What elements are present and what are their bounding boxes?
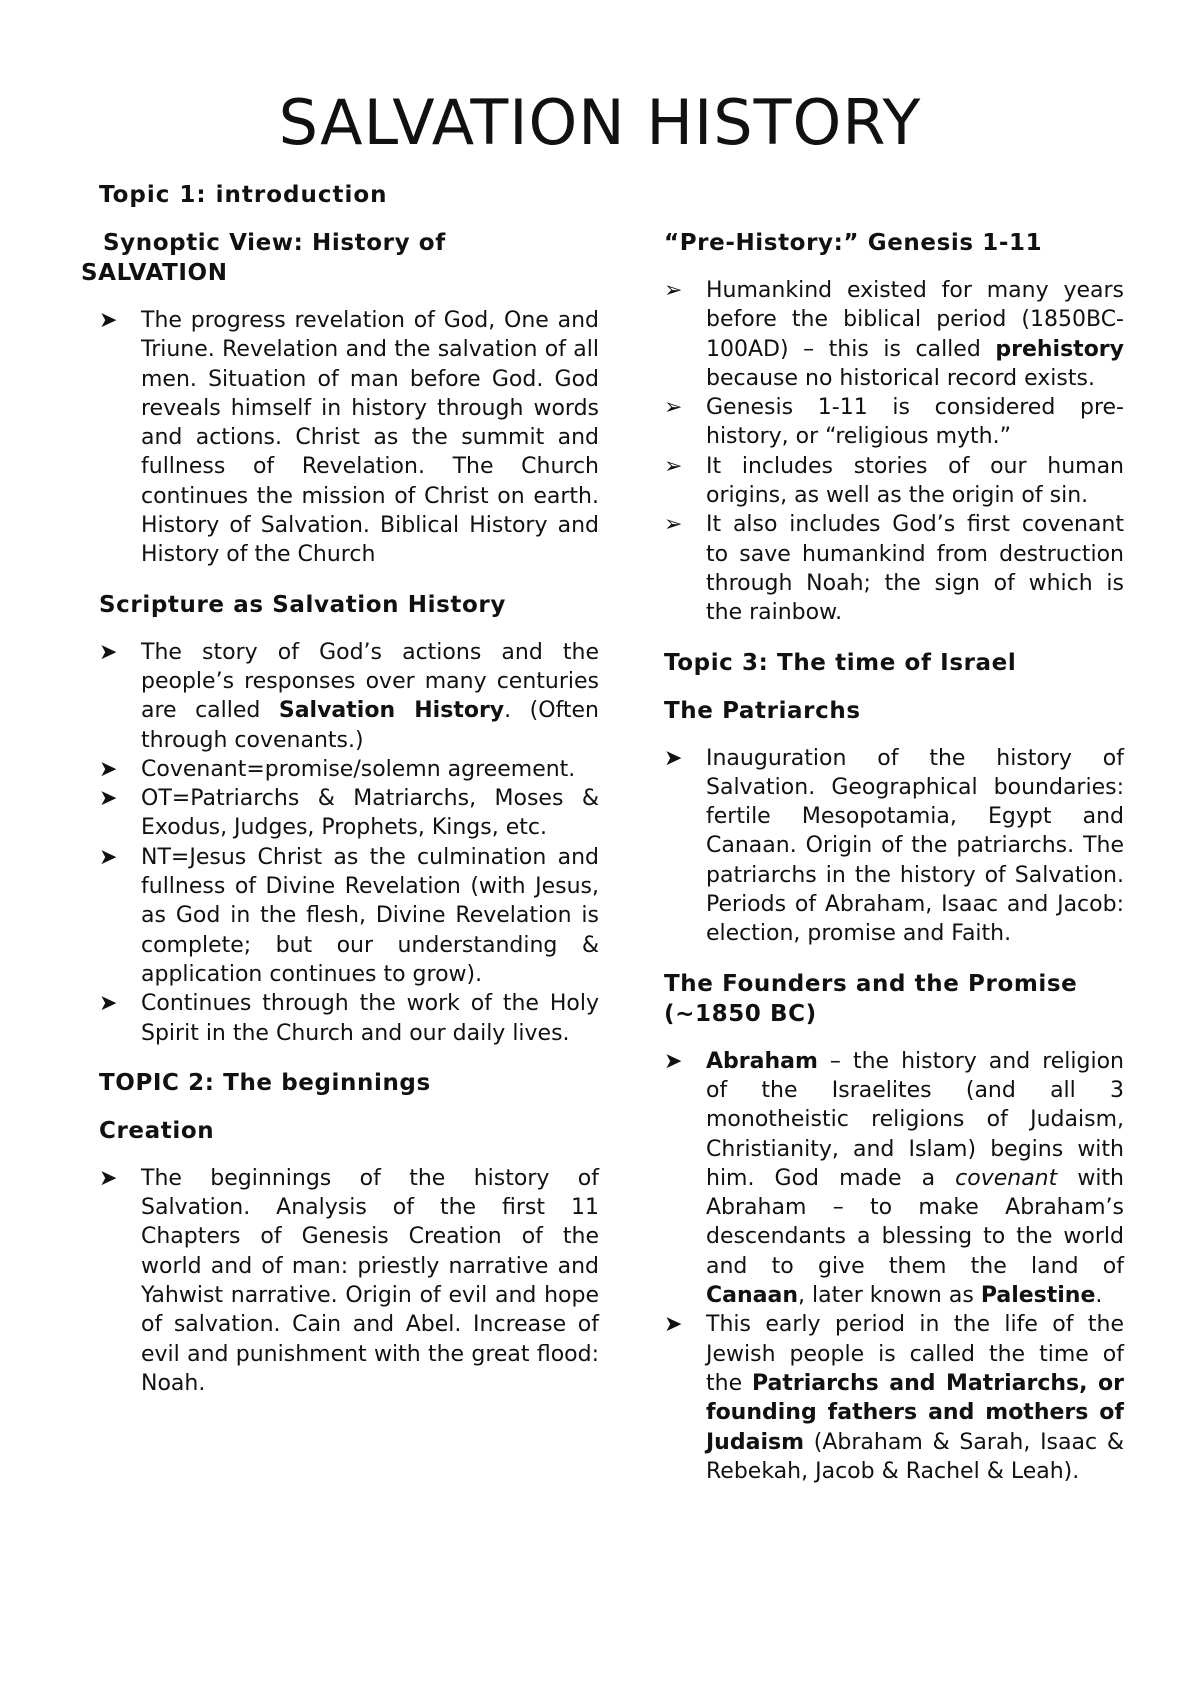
bullet-text: because no historical record exists. [706,365,1095,391]
bullet-text: , later known as [798,1283,981,1309]
outline-arrow-bullet-icon: ➢ [664,395,683,421]
founders-heading: The Founders and the Promise (~1850 BC) [664,970,1078,1027]
topic-2-heading: TOPIC 2: The beginnings [99,1069,431,1096]
list-item [99,755,599,784]
bold-term: Palestine [980,1283,1096,1309]
list-item [99,306,599,570]
bullet-text: Continues through the work of the Holy Spirit in the Church and our daily lives. [141,991,599,1046]
bullet-text: It also includes God’s first covenant to save humankind from destruction through Noah; the sign of which is the rainbow. [706,512,1124,626]
bold-term: Salvation History [278,698,505,724]
outline-arrow-bullet-icon: ➢ [664,453,683,479]
bullet-text: NT=Jesus Christ as the culmination and fullness of Divine Revelation (with Jesus, as God in the flesh, Divine Revelation is complete; but our understanding & application continues to grow). [141,844,599,987]
list-item [664,452,1124,511]
creation-bullet-list [99,1164,599,1398]
bullet-text: The story of God’s actions and the people’s responses over many centuries are called [141,639,599,724]
list-item [664,744,1124,949]
right-column [664,228,1124,1486]
bullet-text: Inauguration of the history of Salvation. Geographical boundaries: fertile Mesopotamia, Egypt and Canaan. Origin of the patriarchs. The patriarchs in the history of Salvation. Periods of Abraham, Isaac and Jacob: election, promise and Faith. [706,745,1124,947]
arrow-bullet-icon: ➤ [99,991,118,1017]
list-item [664,393,1124,452]
bullet-text: It includes stories of our human origins, as well as the origin of sin. [706,453,1124,509]
list-item [99,638,599,755]
patriarchs-bullet-list [664,744,1124,949]
topic-3-heading: Topic 3: The time of Israel [664,649,1017,676]
arrow-bullet-icon: ➤ [99,756,118,782]
list-item [99,989,599,1048]
scripture-heading: Scripture as Salvation History [99,591,506,618]
topic-1-heading: Topic 1: introduction [99,182,388,208]
bullet-text: . [1095,1283,1103,1309]
founders-bullet-list [664,1047,1124,1486]
list-item [664,1310,1124,1486]
bold-term: prehistory [995,336,1124,362]
outline-arrow-bullet-icon: ➢ [664,512,683,538]
list-item [664,276,1124,393]
bullet-text: This early period in the life of the Jewish people is called the time of the [706,1312,1124,1396]
list-item [99,843,599,989]
outline-arrow-bullet-icon: ➢ [664,278,683,303]
bullet-text: The beginnings of the history of Salvation. Analysis of the first 11 Chapters of Genesis Creation of the world and of man: priestly narrative and Yahwist narrative. Origin of evil and hope of salvation. Cain and Abel. Increase of evil and punishment with the great flood: Noah. [141,1165,599,1396]
bullet-text: . (Often through covenants.) [141,698,599,753]
arrow-bullet-icon: ➤ [99,308,118,333]
synoptic-bullet-list [99,306,599,570]
arrow-bullet-icon: ➤ [99,786,118,812]
list-item [99,784,599,843]
bold-term: Patriarchs and Matriarchs, or founding fathers and mothers of Judaism [706,1370,1124,1455]
bullet-text: with Abraham – to make Abraham’s descendants a blessing to the world and to give them the land of [706,1165,1124,1279]
arrow-bullet-icon: ➤ [99,639,118,665]
bullet-text: Covenant=promise/solemn agreement. [141,756,576,782]
document-title: SALVATION HISTORY [278,86,922,159]
bullet-text: Humankind existed for many years before the biblical period (1850BC-100AD) – this is called [706,278,1124,362]
prehistory-heading: “Pre-History:” Genesis 1-11 [664,230,1043,256]
prehistory-bullet-list [664,276,1124,628]
arrow-bullet-icon: ➤ [664,1312,683,1338]
bullet-text: OT=Patriarchs & Matriarchs, Moses & Exodus, Judges, Prophets, Kings, etc. [141,786,599,841]
synoptic-view-heading: Synoptic View: History of SALVATION [81,230,446,286]
bold-term: Abraham [706,1048,818,1074]
arrow-bullet-icon: ➤ [99,1165,118,1191]
scripture-bullet-list [99,638,599,1048]
left-column [81,180,599,1398]
bullet-text: Genesis 1-11 is considered pre-history, or “religious myth.” [706,395,1124,450]
list-item [99,1164,599,1398]
bullet-text: (Abraham & Sarah, Isaac & Rebekah, Jacob & Rachel & Leah). [706,1429,1124,1484]
arrow-bullet-icon: ➤ [664,745,683,771]
arrow-bullet-icon: ➤ [99,844,118,870]
bullet-text: – the history and religion of the Israelites (and all 3 monotheistic religions of Judaism, Christianity, and Islam) begins with him. God made a [706,1048,1124,1191]
italic-term: covenant [955,1165,1058,1191]
patriarchs-heading: The Patriarchs [664,697,861,724]
arrow-bullet-icon: ➤ [664,1048,683,1074]
list-item [664,1047,1124,1311]
bold-term: Canaan [706,1283,799,1309]
list-item [664,510,1124,627]
creation-heading: Creation [99,1117,215,1144]
bullet-text: The progress revelation of God, One and Triune. Revelation and the salvation of all men. Situation of man before God. God reveals himself in history through words and actions. Christ as the summit and fullness of Revelation. The Church continues the mission of Christ on earth. History of Salvation. Biblical History and History of the Church [141,308,599,568]
